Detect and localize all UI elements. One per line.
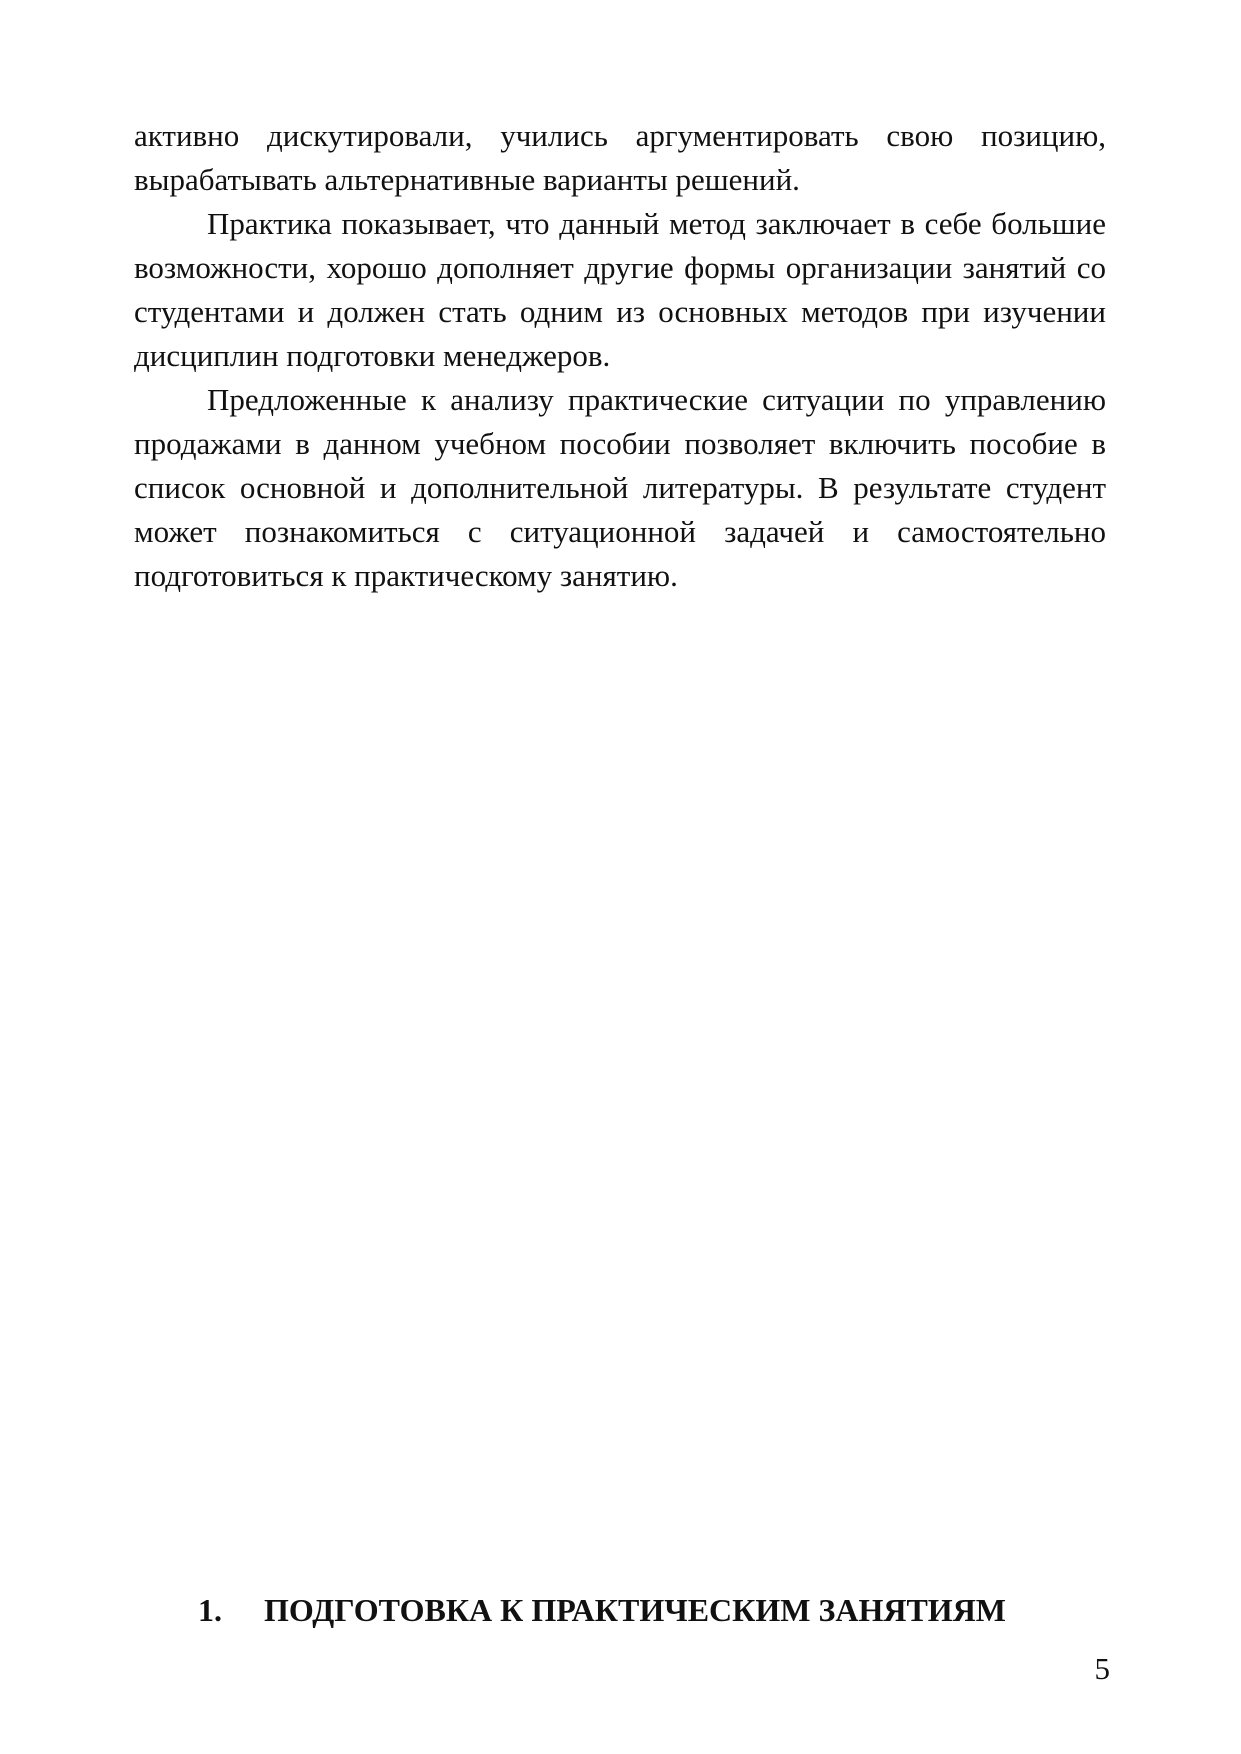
body-text — [134, 114, 1106, 598]
paragraph-situations: Предложенные к анализу практические ситуации по управлению продажами в данном учебном пособии позволяет включить пособие в список основной и дополнительной литературы. В результате студент может познакомиться с ситуационной задачей и самостоятельно подготовиться к практическому занятию. — [134, 382, 1106, 593]
paragraph-practice: Практика показывает, что данный метод заключает в себе большие возможности, хорошо дополняет другие формы организации занятий со студентами и должен стать одним из основных методов при изучении дисциплин подготовки менеджеров. — [134, 206, 1106, 373]
page-number: 5 — [1094, 1651, 1110, 1686]
section-title: ПОДГОТОВКА К ПРАКТИЧЕСКИМ ЗАНЯТИЯМ — [264, 1592, 1006, 1628]
paragraph-continuation: активно дискутировали, учились аргументировать свою позицию, вырабатывать альтернативные варианты решений. — [134, 118, 1106, 197]
section-heading — [198, 1590, 1098, 1630]
section-number: 1. — [198, 1592, 222, 1628]
